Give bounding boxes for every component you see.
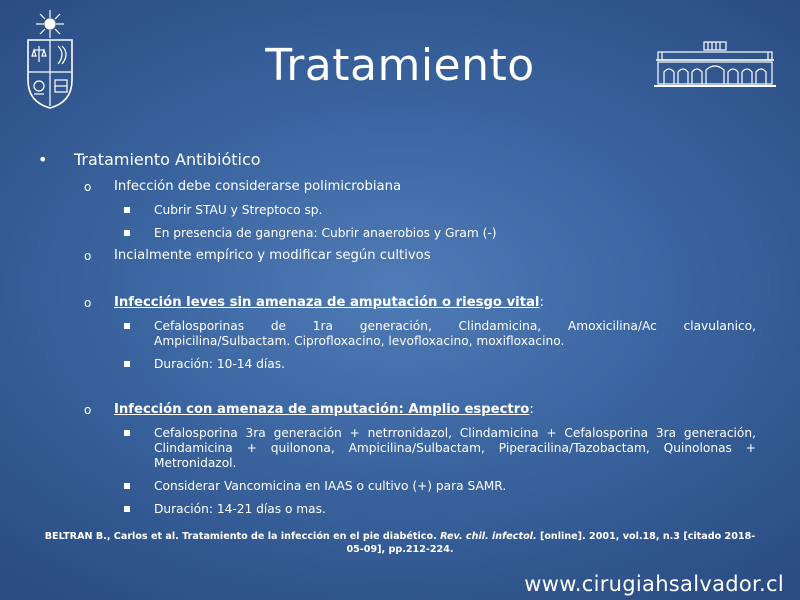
reference-part-2: [online]. 2001, vol.18, n.3 [citado 2018-05-09], pp.212-224. — [346, 531, 756, 555]
section-heading: Infección con amenaza de amputación: Amplio espectro — [114, 402, 530, 417]
circle-marker-icon: o — [84, 296, 92, 310]
circle-marker-icon: o — [84, 180, 92, 194]
square-bullet-icon — [124, 323, 130, 329]
main-bullet-text: Tratamiento Antibiótico — [74, 150, 261, 169]
reference-citation — [40, 530, 760, 556]
list-item-text: Considerar Vancomicina en IAAS o cultivo (+) para SAMR. — [154, 479, 507, 493]
section-text: Infección debe considerarse polimicrobiana — [114, 179, 402, 194]
square-bullet-icon — [124, 430, 130, 436]
square-bullet-icon — [124, 483, 130, 489]
list-item-text: Cefalosporina 3ra generación + netrronidazol, Clindamicina + Cefalosporina 3ra generación, Clindamicina + quilonona, Ampicilina/Sulbactam, Piperacilina/Tazobactam, Quinolonas + Metronidazol. — [154, 426, 756, 470]
bullet-dot-icon: • — [38, 150, 48, 169]
circle-marker-icon: o — [84, 249, 92, 263]
list-item-text: Cefalosporinas de 1ra generación, Clindamicina, Amoxicilina/Ac clavulanico, Ampicilina/Sulbactam. Ciprofloxacino, levofloxacino, moxifloxacino. — [154, 319, 756, 348]
list-item-text: En presencia de gangrena: Cubrir anaerobios y Gram (-) — [154, 226, 497, 240]
circle-marker-icon: o — [84, 403, 92, 417]
square-bullet-icon — [124, 207, 130, 213]
website-link[interactable]: www.cirugiahsalvador.cl — [524, 572, 784, 596]
list-item-text: Cubrir STAU y Streptoco sp. — [154, 203, 323, 217]
section-suffix: : — [529, 402, 534, 417]
list-item-text: Duración: 14-21 días o mas. — [154, 502, 326, 516]
section-suffix: : — [539, 295, 544, 310]
page-title: Tratamiento — [265, 40, 535, 91]
square-bullet-icon — [124, 361, 130, 367]
section-heading: Infección leves sin amenaza de amputación o riesgo vital — [114, 295, 540, 310]
square-bullet-icon — [124, 230, 130, 236]
list-item-text: Duración: 10-14 días. — [154, 357, 285, 371]
square-bullet-icon — [124, 506, 130, 512]
reference-part-1: BELTRAN B., Carlos et al. Tratamiento de la infección en el pie diabético. — [44, 531, 441, 542]
reference-journal: Rev. chil. infectol. — [440, 531, 537, 542]
section-text: Incialmente empírico y modificar según cultivos — [114, 248, 431, 263]
